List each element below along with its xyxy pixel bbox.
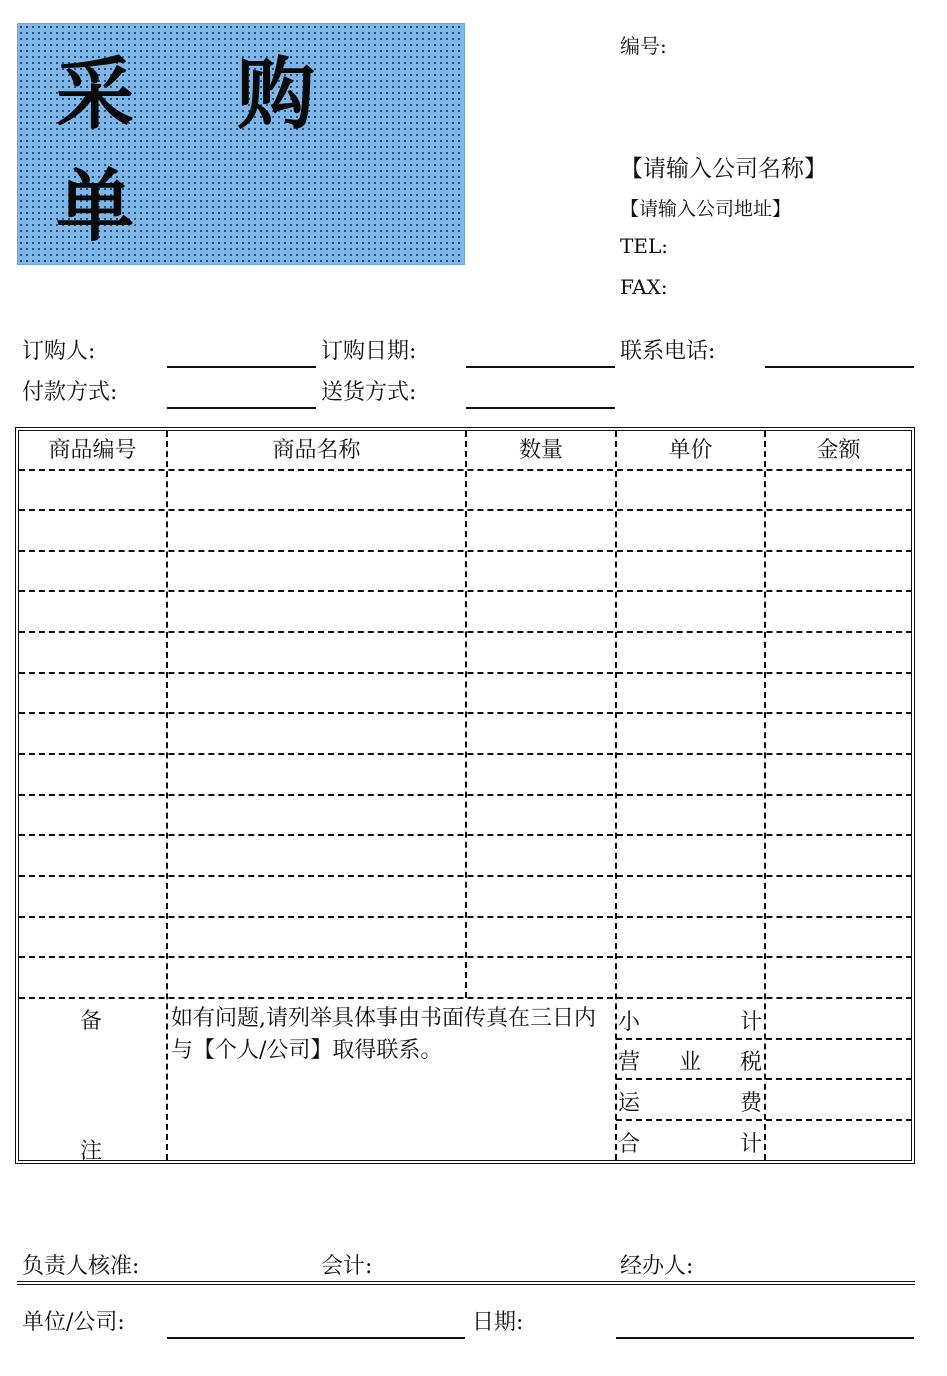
delivery-field[interactable] [466,407,615,409]
freight-label-right: 费 [739,1091,762,1116]
freight-label-left: 运 [618,1091,641,1116]
number-label: 编号: [620,34,667,58]
signature-divider [17,1281,915,1285]
unit-field[interactable] [167,1337,465,1339]
fax-label: FAX: [620,275,668,299]
col-header-item-name: 商品名称 [272,438,361,463]
company-name[interactable]: 【请输入公司名称】 [620,156,827,182]
subtotal-label-right: 计 [739,1010,762,1035]
orderer-field[interactable] [167,366,316,368]
company-address[interactable]: 【请输入公司地址】 [620,198,792,220]
document-title: 采 购 单 [56,49,354,252]
col-header-amount: 金额 [816,438,861,463]
table-row[interactable] [19,794,912,796]
table-row[interactable] [19,875,912,877]
remarks-label-bottom: 注 [80,1139,103,1164]
handler-label: 经办人: [620,1254,694,1279]
table-row[interactable] [19,509,912,511]
table-row[interactable] [19,753,912,755]
table-row[interactable] [19,631,912,633]
table-row[interactable] [19,550,912,552]
freight-label [618,1086,762,1117]
sales-tax-label-mid: 业 [678,1050,701,1075]
subtotal-label-left: 小 [618,1010,641,1035]
col-header-quantity: 数量 [518,438,563,463]
approver-label: 负责人核准: [22,1254,140,1279]
accountant-label: 会计: [321,1254,373,1279]
sales-tax-label [618,1045,762,1076]
remarks-text[interactable]: 如有问题,请列举具体事由书面传真在三日内与【个人/公司】取得联系。 [171,1006,596,1063]
unit-label: 单位/公司: [22,1310,125,1335]
orderer-label: 订购人: [22,339,96,364]
totals-divider [616,1038,912,1040]
date-label: 日期: [472,1310,524,1335]
payment-label: 付款方式: [22,380,118,405]
table-row[interactable] [19,997,912,999]
date-field[interactable] [616,1337,914,1339]
total-label [618,1127,762,1158]
totals-divider [616,1119,912,1121]
col-header-item-no: 商品编号 [48,438,137,463]
order-date-field[interactable] [466,366,615,368]
total-label-left: 合 [618,1132,641,1157]
subtotal-label [618,1005,762,1036]
title-banner [17,23,465,265]
tel-label: TEL: [620,234,668,258]
total-label-right: 计 [739,1132,762,1157]
col-header-unit-price: 单价 [668,438,713,463]
table-row[interactable] [19,956,912,958]
remarks-label-top: 备 [80,1009,103,1034]
phone-field[interactable] [765,366,914,368]
table-row[interactable] [19,590,912,592]
sales-tax-label-left: 营 [618,1050,641,1075]
sales-tax-label-right: 税 [739,1050,762,1075]
table-row[interactable] [19,916,912,918]
table-row[interactable] [19,712,912,714]
table-row[interactable] [19,672,912,674]
order-date-label: 订购日期: [321,339,417,364]
table-row[interactable] [19,834,912,836]
payment-field[interactable] [167,407,316,409]
totals-divider [616,1078,912,1080]
col-divider-2 [465,431,467,998]
phone-label: 联系电话: [620,339,716,364]
table-row[interactable] [19,469,912,471]
delivery-label: 送货方式: [321,380,417,405]
